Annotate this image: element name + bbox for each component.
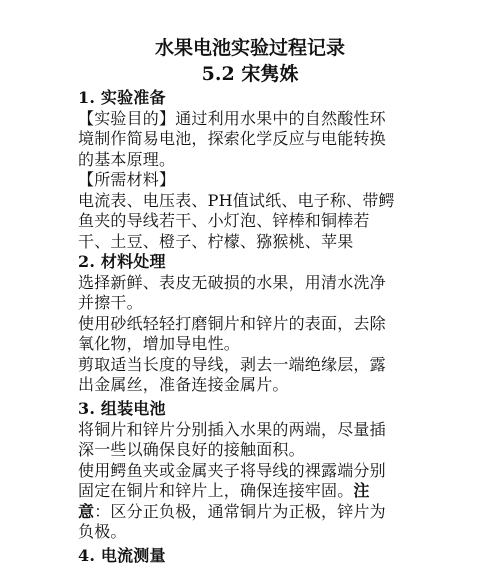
section-2 <box>78 252 430 396</box>
section-heading: 2. 材料处理 <box>78 252 166 271</box>
text-line: 选择新鲜、表皮无破损的水果，用清水洗净 <box>78 272 386 292</box>
text-line: 鱼夹的导线若干、小灯泡、锌棒和铜棒若 <box>78 211 370 230</box>
text-line: 电流表、电压表、PH值试纸、电子称、带鳄 <box>78 190 395 210</box>
section-heading: 1. 实验准备 <box>78 88 166 107</box>
text-line: 【所需材料】 <box>78 170 176 189</box>
text-line: 使用砂纸轻轻打磨铜片和锌片的表面，去除 <box>78 313 386 333</box>
text-line: 氧化物，增加导电性。 <box>78 334 241 353</box>
text-line: 出金属丝，准备连接金属片。 <box>78 375 289 394</box>
text-line: 使用鳄鱼夹或金属夹子将导线的裸露端分别 <box>78 460 386 480</box>
section-3 <box>78 399 430 543</box>
text-line: 境制作简易电池，探索化学反应与电能转换 <box>78 129 386 148</box>
text-line: 将铜片和锌片分别插入水果的两端，尽量插 <box>78 419 386 439</box>
text-line <box>78 502 430 523</box>
section-1 <box>78 88 430 252</box>
note-keyword: 意 <box>78 501 95 521</box>
section-4 <box>78 546 430 567</box>
section-heading: 4. 电流测量 <box>78 546 166 565</box>
text-line: 【实验目的】通过利用水果中的自然酸性环 <box>78 108 386 128</box>
text-line: 深一些以确保良好的接触面积。 <box>78 440 305 459</box>
text-line <box>78 481 430 502</box>
text-line: 干、土豆、橙子、柠檬、猕猴桃、苹果 <box>78 231 354 251</box>
text-run: 固定在铜片和锌片上，确保连接牢固。 <box>78 481 354 500</box>
text-line: 并擦干。 <box>78 293 143 312</box>
text-line: 的基本原理。 <box>78 149 176 169</box>
text-line: 负极。 <box>78 522 127 541</box>
note-keyword: 注 <box>353 481 370 500</box>
author-line: 5.2 宋隽姝 <box>201 63 299 85</box>
text-run: ：区分正负极，通常铜片为正极，锌片为 <box>94 501 386 521</box>
section-heading: 3. 组装电池 <box>78 399 166 418</box>
text-line: 剪取适当长度的导线，剥去一端绝缘层，露 <box>78 354 386 374</box>
document-title: 水果电池实验过程记录 <box>154 37 345 59</box>
